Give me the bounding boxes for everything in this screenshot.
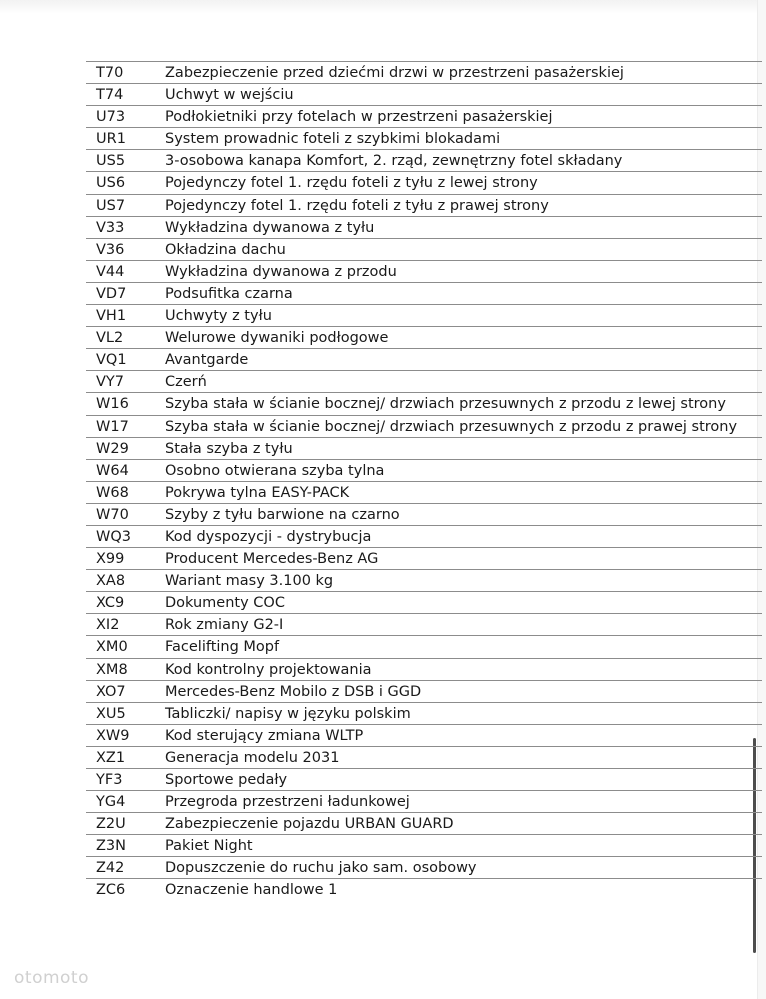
table-row <box>86 856 762 878</box>
option-description: Zabezpieczenie przed dziećmi drzwi w przestrzeni pasażerskiej <box>165 65 624 81</box>
option-code: XU5 <box>96 705 126 722</box>
table-row <box>86 790 762 812</box>
option-description: Osobno otwierana szyba tylna <box>165 462 385 479</box>
option-code: XA8 <box>96 573 126 590</box>
option-code: VQ1 <box>96 352 127 369</box>
table-row <box>86 503 762 525</box>
table-row <box>86 481 762 503</box>
table-row <box>86 282 762 304</box>
table-row <box>86 238 762 260</box>
option-code: XM8 <box>96 661 128 678</box>
table-row <box>86 613 762 635</box>
table-row <box>86 746 762 768</box>
option-code: U73 <box>96 109 126 126</box>
table-row <box>86 149 762 171</box>
option-code: T74 <box>96 87 124 104</box>
option-code: W68 <box>96 484 129 501</box>
option-description: Podłokietniki przy fotelach w przestrzeni pasażerskiej <box>165 109 553 126</box>
option-code: XM0 <box>96 639 128 656</box>
option-description: Zabezpieczenie pojazdu URBAN GUARD <box>165 816 454 833</box>
option-code: T70 <box>96 65 124 81</box>
option-description: Okładzina dachu <box>165 241 286 258</box>
table-row <box>86 878 762 900</box>
table-row <box>86 326 762 348</box>
table-row <box>86 370 762 392</box>
table-row <box>86 724 762 746</box>
option-description: Dokumenty COC <box>165 595 285 612</box>
table-row <box>86 680 762 702</box>
option-description: Mercedes-Benz Mobilo z DSB i GGD <box>165 683 422 700</box>
option-code: VL2 <box>96 330 124 347</box>
table-row <box>86 658 762 680</box>
table-row <box>86 635 762 657</box>
option-description: Kod dyspozycji - dystrybucja <box>165 528 372 545</box>
table-row <box>86 702 762 724</box>
option-code: ZC6 <box>96 882 126 899</box>
option-code: V33 <box>96 219 125 236</box>
option-code: XC9 <box>96 595 125 612</box>
option-code: V44 <box>96 263 125 280</box>
option-description: 3-osobowa kanapa Komfort, 2. rząd, zewnętrzny fotel składany <box>165 153 623 170</box>
table-row <box>86 812 762 834</box>
option-code: UR1 <box>96 131 126 148</box>
table-row <box>86 171 762 193</box>
option-description: Dopuszczenie do ruchu jako sam. osobowy <box>165 860 477 877</box>
option-code: W16 <box>96 396 129 413</box>
option-description: Facelifting Mopf <box>165 639 280 656</box>
option-description: Pojedynczy fotel 1. rzędu foteli z tyłu z prawej strony <box>165 197 549 214</box>
option-description: Pojedynczy fotel 1. rzędu foteli z tyłu z lewej strony <box>165 175 538 192</box>
option-description: Stała szyba z tyłu <box>165 440 293 457</box>
option-code: W17 <box>96 418 129 435</box>
table-row <box>86 525 762 547</box>
option-code: VD7 <box>96 285 127 302</box>
table-row <box>86 437 762 459</box>
table-row <box>86 392 762 414</box>
option-description: Generacja modelu 2031 <box>165 749 340 766</box>
option-description: Uchwyt w wejściu <box>165 87 294 104</box>
option-description: Avantgarde <box>165 352 249 369</box>
option-code: Z42 <box>96 860 125 877</box>
option-description: Przegroda przestrzeni ładunkowej <box>165 794 410 811</box>
option-description: Kod kontrolny projektowania <box>165 661 372 678</box>
option-code: XO7 <box>96 683 126 700</box>
option-code: US5 <box>96 153 126 170</box>
table-row <box>86 61 762 83</box>
option-code: WQ3 <box>96 528 131 545</box>
table-row <box>86 83 762 105</box>
top-shadow-band <box>0 0 766 14</box>
table-row <box>86 569 762 591</box>
table-row <box>86 194 762 216</box>
option-code: X99 <box>96 551 125 568</box>
table-row <box>86 127 762 149</box>
option-description: Wykładzina dywanowa z tyłu <box>165 219 375 236</box>
watermark-logo: otomoto <box>14 968 89 988</box>
option-description: System prowadnic foteli z szybkimi blokadami <box>165 131 501 148</box>
option-code: XZ1 <box>96 749 126 766</box>
option-description: Wykładzina dywanowa z przodu <box>165 263 397 280</box>
table-row <box>86 459 762 481</box>
option-code: W29 <box>96 440 129 457</box>
option-description: Uchwyty z tyłu <box>165 308 272 325</box>
table-row <box>86 105 762 127</box>
table-row <box>86 547 762 569</box>
option-description: Pakiet Night <box>165 838 253 855</box>
option-code: Z3N <box>96 838 127 855</box>
table-row <box>86 348 762 370</box>
table-row <box>86 304 762 326</box>
option-code: W64 <box>96 462 129 479</box>
option-code: V36 <box>96 241 125 258</box>
option-description: Rok zmiany G2-I <box>165 617 284 634</box>
table-row <box>86 260 762 282</box>
option-description: Czerń <box>165 374 207 391</box>
table-row <box>86 834 762 856</box>
option-description: Sportowe pedały <box>165 772 288 788</box>
option-description: Szyby z tyłu barwione na czarno <box>165 506 400 523</box>
option-description: Szyba stała w ścianie bocznej/ drzwiach przesuwnych z przodu z prawej strony <box>165 418 738 435</box>
option-code: YF3 <box>96 772 123 788</box>
option-code: VH1 <box>96 308 127 325</box>
table-row <box>86 415 762 437</box>
option-description: Kod sterujący zmiana WLTP <box>165 727 364 744</box>
option-code: XW9 <box>96 727 130 744</box>
table-row <box>86 591 762 613</box>
option-description: Podsufitka czarna <box>165 285 293 302</box>
table-row <box>86 216 762 238</box>
option-code: XI2 <box>96 617 120 634</box>
option-code: US7 <box>96 197 126 214</box>
option-description: Oznaczenie handlowe 1 <box>165 882 338 899</box>
option-description: Tabliczki/ napisy w języku polskim <box>165 705 411 722</box>
option-description: Pokrywa tylna EASY-PACK <box>165 484 350 501</box>
option-description: Szyba stała w ścianie bocznej/ drzwiach przesuwnych z przodu z lewej strony <box>165 396 726 413</box>
table-row <box>86 768 762 790</box>
option-description: Wariant masy 3.100 kg <box>165 573 334 590</box>
equipment-codes-table <box>86 61 762 901</box>
option-code: US6 <box>96 175 126 192</box>
option-code: VY7 <box>96 374 125 391</box>
option-code: Z2U <box>96 816 126 833</box>
option-code: W70 <box>96 506 129 523</box>
option-description: Producent Mercedes-Benz AG <box>165 551 379 568</box>
option-description: Welurowe dywaniki podłogowe <box>165 330 389 347</box>
option-code: YG4 <box>96 794 126 811</box>
